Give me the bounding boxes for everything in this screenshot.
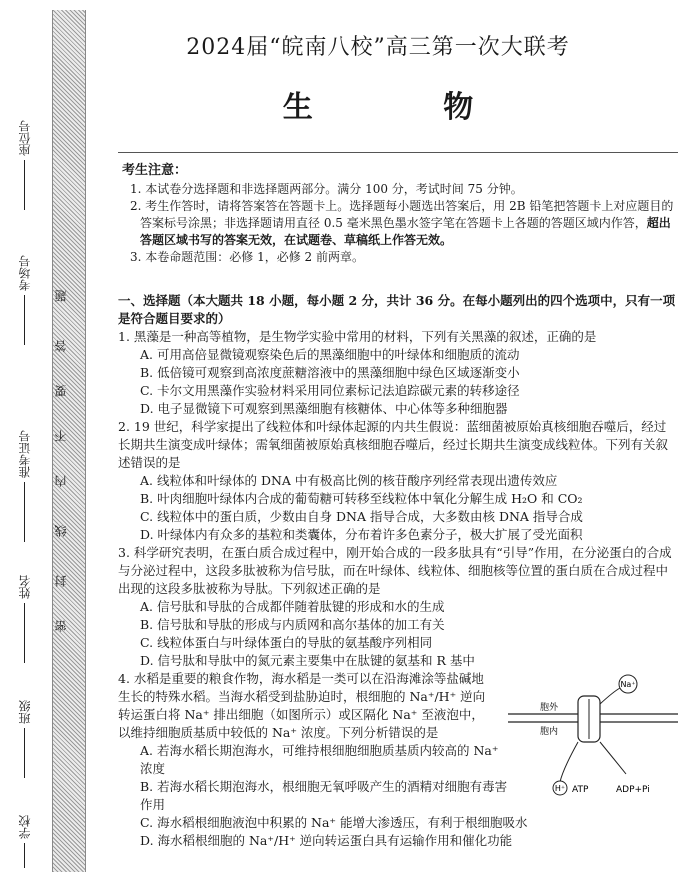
seal-char: 题 (54, 290, 68, 302)
option-b: B. 低倍镜可观察到高浓度蔗糖溶液中的黑藻细胞中绿色区域逐渐变小 (140, 365, 520, 380)
option-d: D. 信号肽和导肽中的氮元素主要集中在肽键的氨基和 R 基中 (140, 653, 475, 668)
seal-char: 密 (54, 620, 68, 632)
binding-margin (0, 0, 52, 876)
seat-number-field[interactable]: 座位号 (2, 120, 46, 210)
question-stem: 3. 科学研究表明，在蛋白质合成过程中，刚开始合成的一段多肽具有“引导”作用，在分泌蛋白的合成与分泌过程中，这段多肽被称为信号肽，而在叶绿体、线粒体、细胞核等位置的蛋白质在合成过程中出现的这段多肽被称为导肽。下列叙述正确的是 (118, 545, 672, 596)
inside-label: 胞内 (540, 727, 559, 737)
na-transport-diagram (508, 674, 678, 804)
exam-title: 2024届“皖南八校”高三第一次大联考 (186, 35, 570, 60)
option-c: C. 线粒体蛋白与叶绿体蛋白的导肽的氨基酸序列相同 (140, 635, 433, 650)
seal-char: 不 (54, 430, 68, 442)
option-b: B. 叶肉细胞叶绿体内合成的葡萄糖可转移至线粒体中氧化分解生成 H₂O 和 CO₂ (140, 491, 583, 506)
option-a: A. 线粒体和叶绿体的 DNA 中有极高比例的核苷酸序列经常表现出遗传效应 (140, 473, 558, 488)
exam-notice (122, 162, 674, 266)
question-stem: 2. 19 世纪，科学家提出了线粒体和叶绿体起源的内共生假说：蓝细菌被原始真核细胞吞噬后，经过长期共生演变成叶绿体；需氧细菌被原始真核细胞吞噬后，经过长期共生演变成线粒体。下列有关叙述错误的是 (118, 419, 669, 470)
seal-char: 封 (54, 575, 68, 587)
seal-char: 要 (54, 385, 68, 397)
notice-item-2: 2. 考生作答时，请将答案答在答题卡上。选择题每小题选出答案后，用 2B 铅笔把答题卡上对应题目的答案标号涂黑；非选择题请用直径 0.5 毫米黑色墨水签字笔在答题卡上各题的答题区域内作答，超出答题区域书写的答案无效，在试题卷、草稿纸上作答无效。 (130, 199, 674, 247)
h-ion-label: H⁺ (554, 784, 566, 793)
option-b: B. 若海水稻长期泡海水，根细胞无氧呼吸产生的酒精对细胞有毒害作用 (140, 779, 508, 812)
seal-char: 答 (54, 340, 68, 352)
section-choice (118, 292, 678, 850)
notice-item-3: 3. 本卷命题范围：必修 1，必修 2 前两章。 (130, 250, 364, 264)
notice-heading: 考生注意： (122, 163, 188, 178)
section-heading: 一、选择题（本大题共 18 小题，每小题 2 分，共计 36 分。在每小题列出的四个选项中，只有一项是符合题目要求的） (118, 293, 676, 326)
question-2 (118, 418, 678, 544)
option-d: D. 叶绿体内有众多的基粒和类囊体，分布着许多色素分子，极大扩展了受光面积 (140, 527, 583, 542)
option-c: C. 线粒体中的蛋白质，少数由自身 DNA 指导合成，大多数由核 DNA 指导合成 (140, 509, 583, 524)
outside-label: 胞外 (540, 703, 559, 713)
na-export-arrow (600, 688, 620, 704)
atp-label: ATP (572, 785, 589, 795)
option-b: B. 信号肽和导肽的形成与内质网和高尔基体的加工有关 (140, 617, 445, 632)
admission-ticket-field[interactable]: 准考证号 (2, 430, 46, 542)
seal-char: 线 (54, 525, 68, 537)
h-ion-path (560, 742, 578, 782)
subject-title: 生 物 (282, 90, 534, 125)
question-3 (118, 544, 678, 670)
option-d: D. 海水稻根细胞的 Na⁺/H⁺ 逆向转运蛋白具有运输作用和催化功能 (140, 833, 513, 848)
question-1 (118, 328, 678, 418)
atp-path (600, 742, 626, 774)
divider (118, 152, 678, 153)
class-field[interactable]: 班级 (2, 700, 46, 778)
question-4 (118, 670, 678, 850)
option-a: A. 信号肽和导肽的合成都伴随着肽键的形成和水的生成 (140, 599, 445, 614)
name-field[interactable]: 姓名 (2, 575, 46, 663)
school-field[interactable]: 学校 (2, 815, 46, 868)
option-d: D. 电子显微镜下可观察到黑藻细胞有核糖体、中心体等多种细胞器 (140, 401, 508, 416)
question-stem: 1. 黑藻是一种高等植物，是生物学实验中常用的材料，下列有关黑藻的叙述，正确的是 (118, 329, 597, 344)
option-c: C. 卡尔文用黑藻作实验材料采用同位素标记法追踪碳元素的转移途径 (140, 383, 520, 398)
question-stem: 4. 水稻是重要的粮食作物，海水稻是一类可以在沿海滩涂等盐碱地生长的特殊水稻。当海水稻受到盐胁迫时，根细胞的 Na⁺/H⁺ 逆向转运蛋白将 Na⁺ 排出细胞（如图所示）或区隔化 Na⁺ 至液泡中，以维持细胞质基质中较低的 Na⁺ 浓度。下列分析错误的是 (118, 671, 486, 740)
seal-char: 内 (54, 475, 68, 487)
notice-item-1: 1. 本试卷分选择题和非选择题两部分。满分 100 分，考试时间 75 分钟。 (130, 182, 523, 196)
adp-label: ADP+Pi (616, 785, 650, 795)
exam-room-field[interactable]: 考场号 (2, 255, 46, 345)
option-c: C. 海水稻根细胞液泡中积累的 Na⁺ 能增大渗透压，有利于根细胞吸水 (140, 815, 528, 830)
option-a: A. 可用高倍显微镜观察染色后的黑藻细胞中的叶绿体和细胞质的流动 (140, 347, 520, 362)
option-a: A. 若海水稻长期泡海水，可维持根细胞细胞质基质内较高的 Na⁺ 浓度 (140, 743, 499, 776)
na-ion-label: Na⁺ (620, 680, 636, 689)
